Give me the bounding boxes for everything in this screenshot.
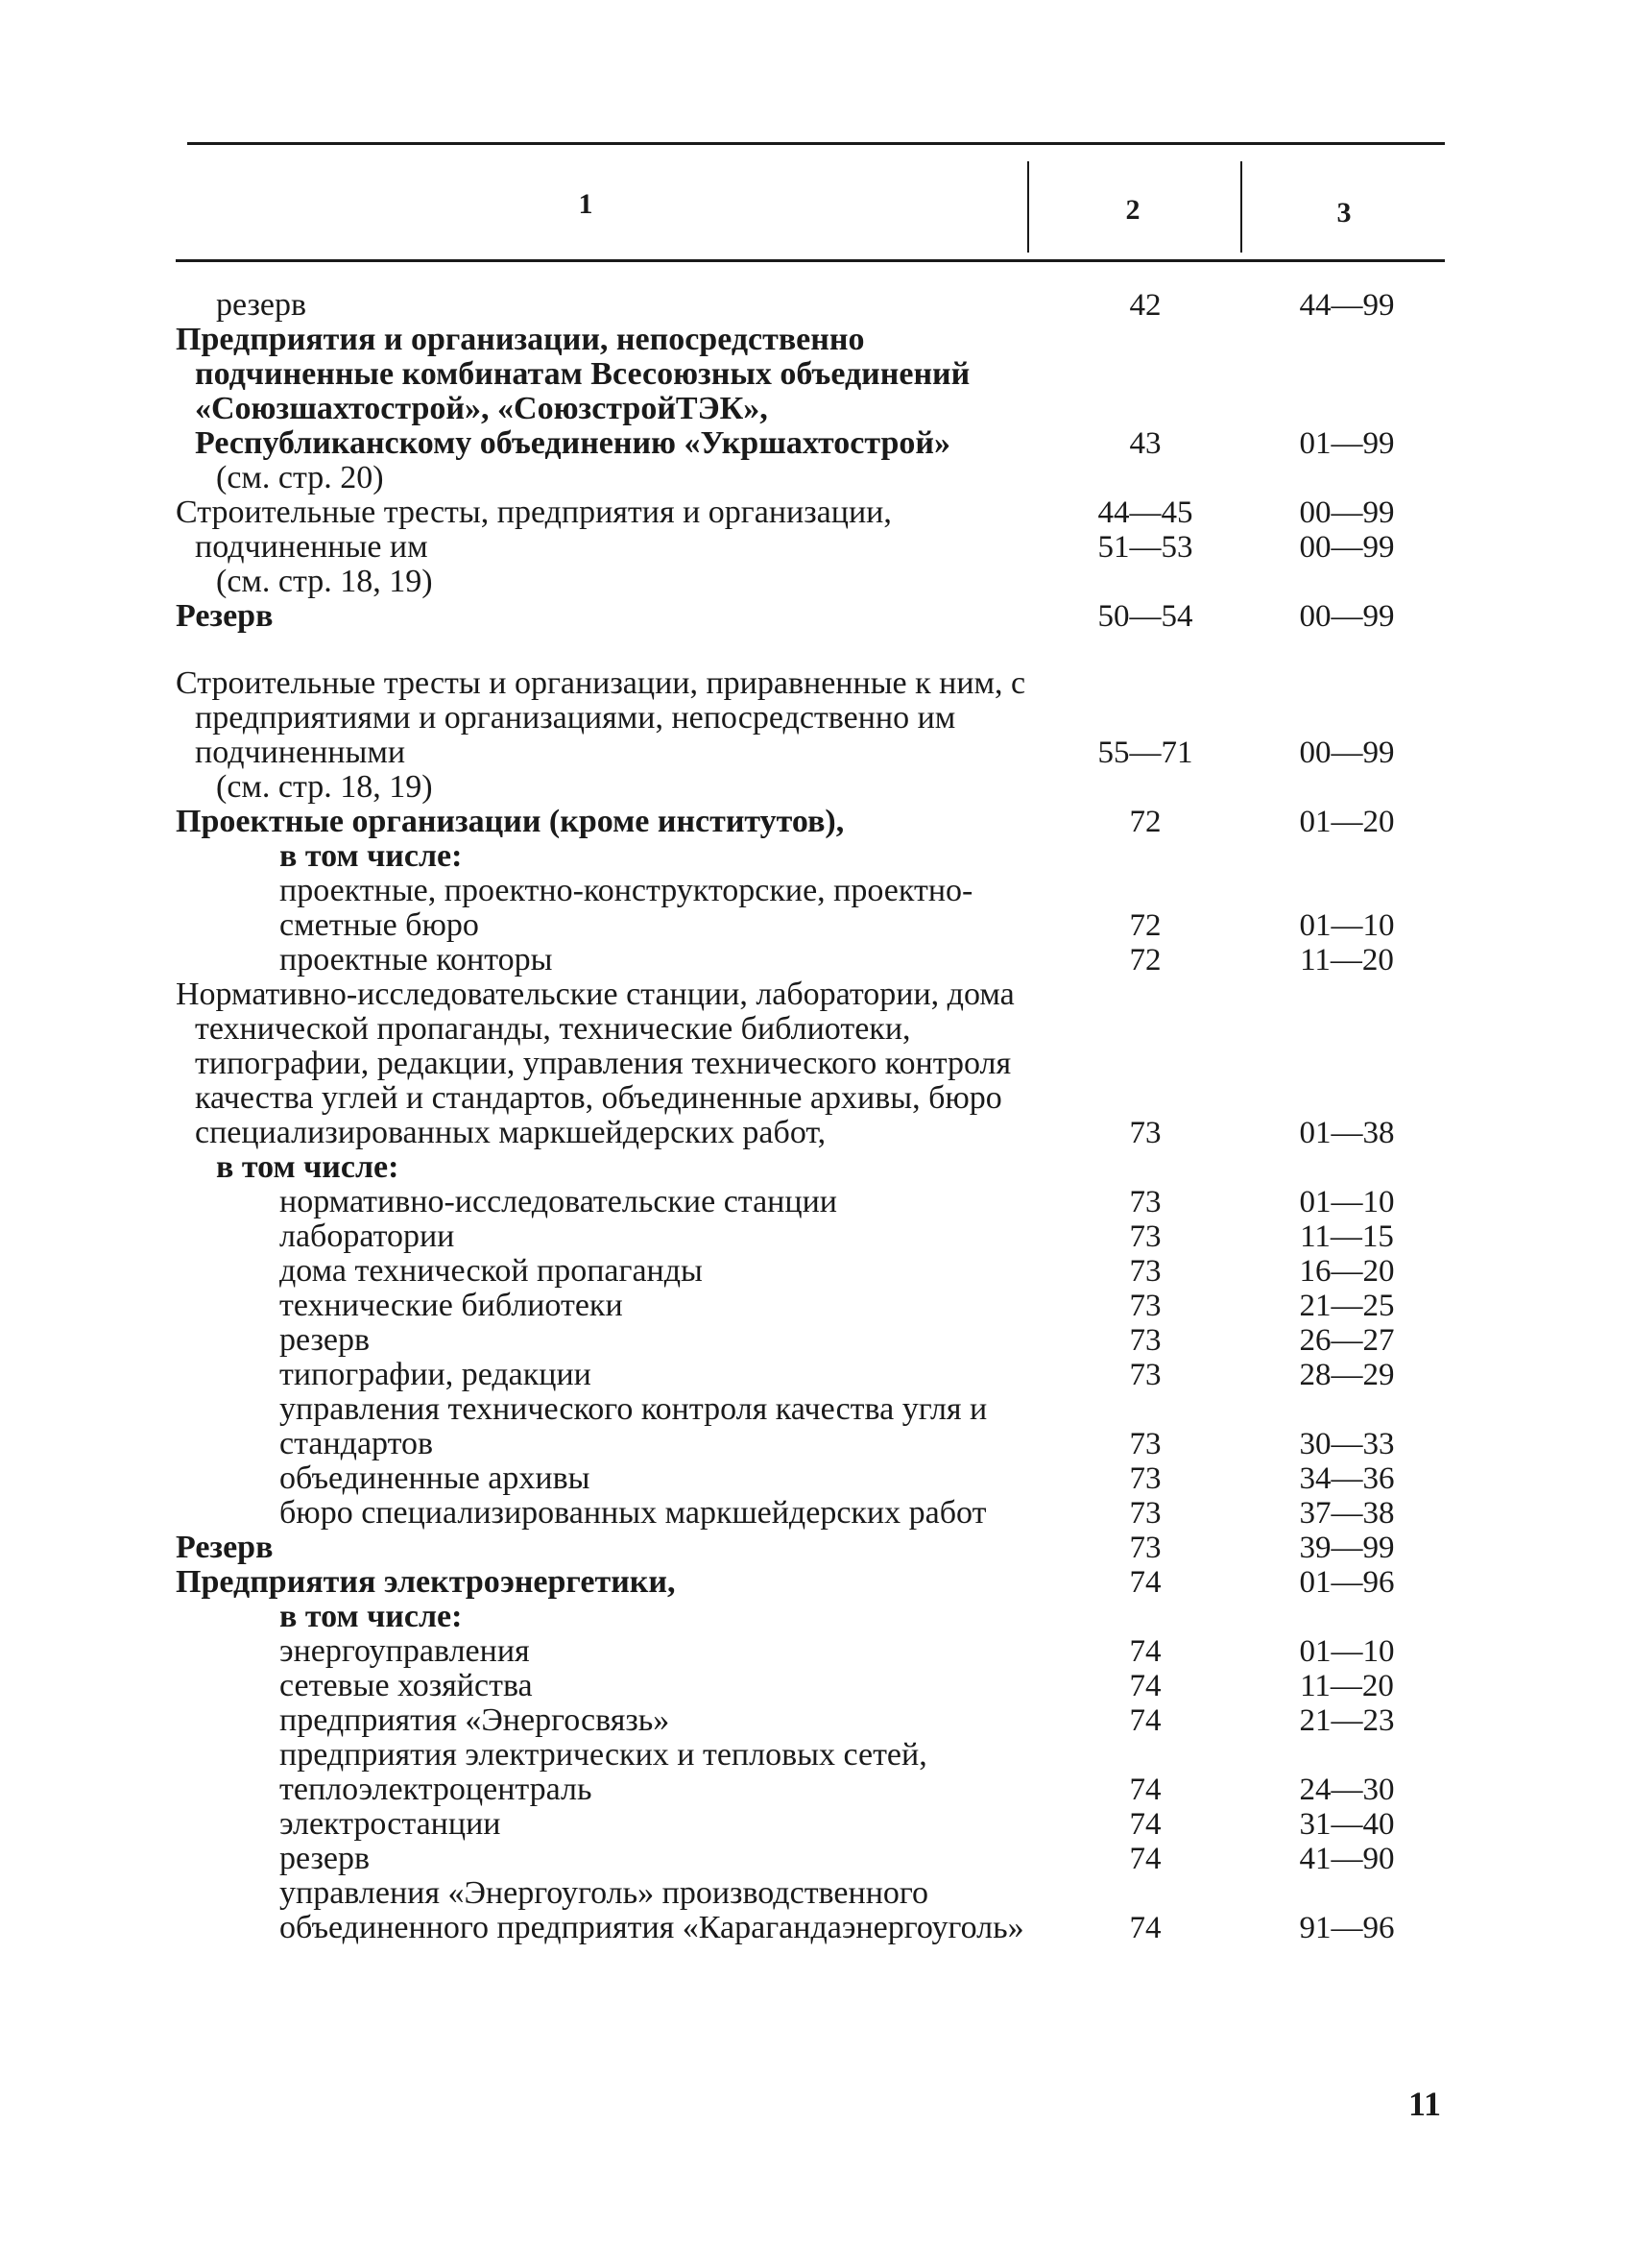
row-description: Нормативно-исследовательские станции, лаборатории, дома технической пропаганды, технические библиотеки, типографии, редакции, управления технического контроля качества углей и стандартов, объединенные архивы, бюро специализированных маркшейдерских работ, [176, 977, 1023, 1150]
row-code-col2: 73 [1129, 1219, 1162, 1254]
row-description: лаборатории [279, 1218, 455, 1254]
row-code-col2: 74 [1129, 1565, 1162, 1600]
row-code-col3: 00—99 [1299, 736, 1395, 770]
row-code-col2: 73 [1129, 1427, 1162, 1461]
row-code-col2: 72 [1129, 908, 1162, 943]
row-code-col3: 00—99 00—99 [1299, 495, 1395, 565]
row-description: технические библиотеки [279, 1288, 623, 1323]
row-description: Строительные тресты и организации, приравненные к ним, с предприятиями и организациями, непосредственно им подчиненными [176, 665, 1034, 770]
row-code-col2: 73 [1129, 1358, 1162, 1392]
row-description: управления технического контроля качества угля и стандартов [279, 1391, 996, 1461]
table-row [176, 1461, 1453, 1496]
column-divider-2 [1240, 161, 1242, 253]
row-code-col2: 50—54 [1097, 599, 1193, 634]
row-code-col3: 41—90 [1299, 1842, 1395, 1876]
row-code-col3: 37—38 [1299, 1496, 1395, 1531]
row-code-col3: 11—15 [1300, 1219, 1394, 1254]
row-gap [176, 634, 1453, 666]
row-description: резерв [216, 287, 307, 323]
row-description: (см. стр. 18, 19) [216, 769, 433, 805]
table-row [176, 770, 1453, 805]
row-code-col3: 21—25 [1299, 1289, 1395, 1323]
row-description: нормативно-исследовательские станции [279, 1184, 837, 1219]
row-code-col2: 74 [1129, 1669, 1162, 1703]
row-code-col2: 74 [1129, 1773, 1162, 1807]
table-row [176, 805, 1453, 839]
table-row [176, 1289, 1453, 1323]
row-code-col2: 43 [1129, 426, 1162, 461]
row-description: электростанции [279, 1806, 501, 1842]
row-description: дома технической пропаганды [279, 1253, 703, 1289]
row-code-col3: 01—38 [1299, 1116, 1395, 1150]
row-code-col3: 31—40 [1299, 1807, 1395, 1842]
table-row [176, 1634, 1453, 1669]
row-description: типографии, редакции [279, 1357, 591, 1392]
table-row [176, 839, 1453, 874]
row-description: проектные конторы [279, 942, 553, 977]
row-code-col3: 11—20 [1300, 943, 1394, 977]
table-row [176, 1531, 1453, 1565]
row-code-col3: 30—33 [1299, 1427, 1395, 1461]
row-description: Предприятия и организации, непосредственно подчиненные комбинатам Всесоюзных объединений «Союзшахтострой», «СоюзстройТЭК», Республиканскому объединению «Укршахтострой» [176, 322, 978, 461]
table-row [176, 1219, 1453, 1254]
row-code-col3: 01—99 [1299, 426, 1395, 461]
table-row [176, 1703, 1453, 1738]
row-code-col3: 26—27 [1299, 1323, 1395, 1358]
row-code-col3: 01—10 [1299, 1185, 1395, 1219]
row-code-col2: 73 [1129, 1531, 1162, 1565]
row-code-col3: 00—99 [1299, 599, 1395, 634]
table-row [176, 943, 1453, 977]
row-code-col3: 24—30 [1299, 1773, 1395, 1807]
row-code-col2: 72 [1129, 805, 1162, 839]
row-description: в том числе: [279, 838, 463, 874]
row-description: Строительные тресты, предприятия и организации, подчиненные им [176, 495, 901, 565]
table-top-rule [187, 142, 1445, 145]
row-code-col2: 73 [1129, 1185, 1162, 1219]
table-row [176, 1323, 1453, 1358]
column-header-3: 3 [1336, 197, 1352, 229]
table-row [176, 1807, 1453, 1842]
row-description: в том числе: [216, 1149, 399, 1185]
table-row [176, 1185, 1453, 1219]
row-code-col2: 74 [1129, 1703, 1162, 1738]
row-code-col2: 74 [1129, 1634, 1162, 1669]
row-code-col3: 39—99 [1299, 1531, 1395, 1565]
row-code-col3: 01—20 [1299, 805, 1395, 839]
row-description: бюро специализированных маркшейдерских работ [279, 1495, 987, 1531]
table-row [176, 1254, 1453, 1289]
column-divider-1 [1027, 161, 1029, 253]
table-body [176, 288, 1453, 1945]
row-description: объединенные архивы [279, 1460, 590, 1496]
row-description: Предприятия электроэнергетики, [176, 1564, 676, 1600]
table-row [176, 1842, 1453, 1876]
row-description: сетевые хозяйства [279, 1668, 533, 1703]
row-description: в том числе: [279, 1599, 463, 1634]
row-code-col2: 74 [1129, 1842, 1162, 1876]
table-row [176, 874, 1453, 943]
row-description: предприятия «Энергосвязь» [279, 1702, 670, 1738]
table-row [176, 323, 1453, 461]
row-description: (см. стр. 18, 19) [216, 564, 433, 599]
row-description: Резерв [176, 598, 274, 634]
row-code-col3: 01—10 [1299, 1634, 1395, 1669]
column-header-2: 2 [1125, 194, 1141, 226]
row-code-col3: 91—96 [1299, 1911, 1395, 1945]
row-description: управления «Энергоуголь» производственного объединенного предприятия «Карагандаэнергоуголь» [279, 1875, 1024, 1945]
row-code-col3: 34—36 [1299, 1461, 1395, 1496]
row-code-col2: 74 [1129, 1911, 1162, 1945]
row-code-col2: 55—71 [1097, 736, 1193, 770]
table-row [176, 1392, 1453, 1461]
row-code-col3: 21—23 [1299, 1703, 1395, 1738]
row-code-col3: 01—96 [1299, 1565, 1395, 1600]
row-code-col2: 73 [1129, 1116, 1162, 1150]
row-description: Резерв [176, 1530, 274, 1565]
row-code-col2: 73 [1129, 1323, 1162, 1358]
row-description: (см. стр. 20) [216, 460, 384, 495]
row-description: резерв [279, 1322, 371, 1358]
row-code-col3: 28—29 [1299, 1358, 1395, 1392]
table-row [176, 599, 1453, 634]
row-code-col2: 42 [1129, 288, 1162, 323]
column-header-1: 1 [578, 188, 593, 220]
table-header-bottom-rule [176, 259, 1445, 262]
row-description: предприятия электрических и тепловых сетей, теплоэлектроцентраль [279, 1737, 936, 1807]
row-description: энергоуправления [279, 1633, 530, 1669]
table-row [176, 1600, 1453, 1634]
row-code-col2: 73 [1129, 1254, 1162, 1289]
table-row [176, 977, 1453, 1150]
row-description: проектные, проектно-конструкторские, проектно-сметные бюро [279, 873, 973, 943]
table-row [176, 1565, 1453, 1600]
row-code-col3: 11—20 [1300, 1669, 1394, 1703]
row-code-col2: 44—45 51—53 [1097, 495, 1193, 565]
table-row [176, 288, 1453, 323]
table-row [176, 495, 1453, 565]
table-row [176, 565, 1453, 599]
table-row [176, 1738, 1453, 1807]
row-code-col3: 16—20 [1299, 1254, 1395, 1289]
row-code-col2: 73 [1129, 1461, 1162, 1496]
table-row [176, 1669, 1453, 1703]
row-description: резерв [279, 1841, 371, 1876]
table-row [176, 1358, 1453, 1392]
row-code-col2: 74 [1129, 1807, 1162, 1842]
row-code-col3: 44—99 [1299, 288, 1395, 323]
table-row [176, 1150, 1453, 1185]
table-row [176, 1496, 1453, 1531]
row-code-col2: 73 [1129, 1496, 1162, 1531]
page-number: 11 [1407, 2085, 1441, 2123]
row-code-col3: 01—10 [1299, 908, 1395, 943]
row-code-col2: 72 [1129, 943, 1162, 977]
row-description: Проектные организации (кроме институтов), [176, 804, 845, 839]
table-row [176, 461, 1453, 495]
table-row [176, 1876, 1453, 1945]
table-row [176, 666, 1453, 770]
row-code-col2: 73 [1129, 1289, 1162, 1323]
